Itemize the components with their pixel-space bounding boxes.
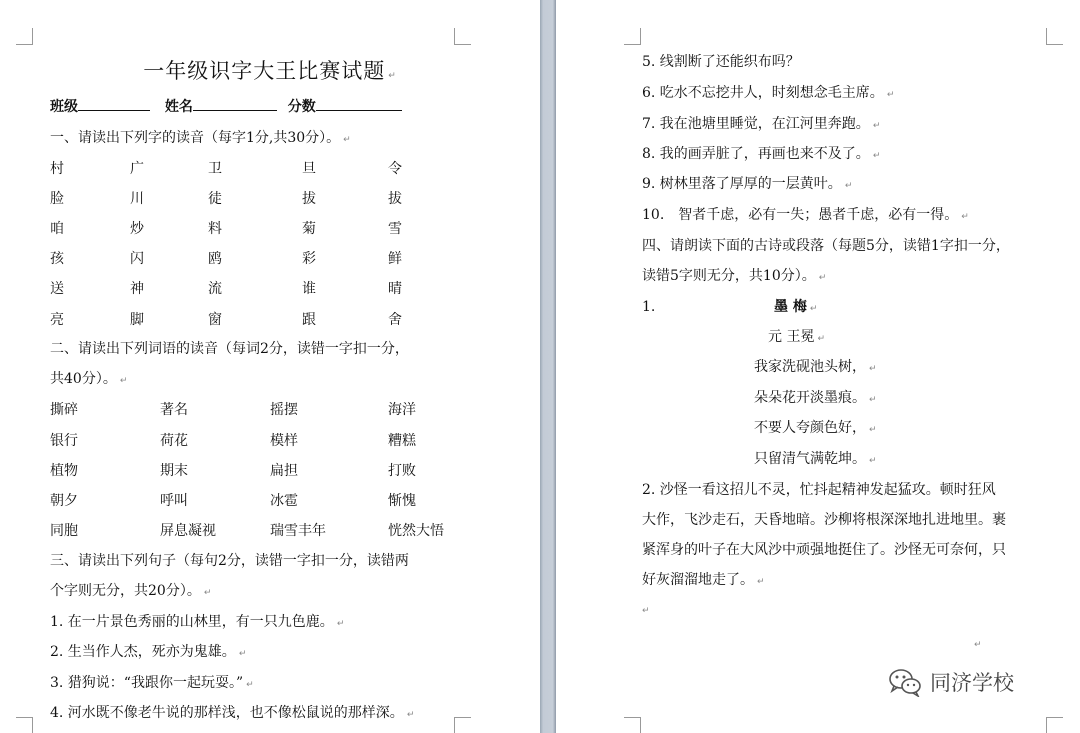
char-cell: 孩 (50, 251, 64, 267)
char-cell: 川 (130, 191, 144, 207)
sentence-item: 4. 河水既不像老牛说的那样浅，也不像松鼠说的那样深。 ↵ (50, 705, 415, 721)
char-cell: 村 (50, 161, 64, 177)
sentence-item: 10. 智者千虑，必有一失；愚者千虑，必有一得。 ↵ (642, 207, 969, 223)
passage-line: 大作，飞沙走石，天昏地暗。沙柳将根深深地扎进地里。裹 (642, 512, 1006, 528)
poem-number: 1. (642, 299, 656, 315)
page-corner-mark (624, 717, 641, 733)
char-cell: 广 (130, 161, 144, 177)
sentence-item: 3. 猎狗说：“我跟你一起玩耍。” ↵ (50, 675, 254, 691)
char-cell: 脚 (130, 312, 144, 328)
char-row (0, 311, 480, 329)
poem-line: 朵朵花开淡墨痕。 ↵ (754, 390, 877, 406)
word-cell: 惭愧 (388, 493, 416, 509)
char-cell: 闪 (130, 251, 144, 267)
poem-line: 只留清气满乾坤。 ↵ (754, 451, 877, 467)
char-cell: 鸥 (208, 251, 222, 267)
char-cell: 彩 (302, 251, 316, 267)
score-blank (316, 98, 402, 111)
char-cell: 旦 (302, 161, 316, 177)
char-row (0, 280, 480, 298)
sentence-item: 1. 在一片景色秀丽的山林里，有一只九色鹿。 ↵ (50, 614, 345, 630)
char-cell: 炒 (130, 221, 144, 237)
watermark-text: 同济学校 (930, 671, 1014, 695)
char-row (0, 160, 480, 178)
char-cell: 窗 (208, 312, 222, 328)
paragraph-mark: ↵ (642, 606, 650, 616)
section2-heading-cont: 共40分）。 ↵ (50, 371, 128, 387)
char-cell: 徒 (208, 191, 222, 207)
wechat-icon (888, 667, 922, 697)
char-cell: 脸 (50, 191, 64, 207)
word-cell: 糟糕 (388, 433, 416, 449)
section3-heading-cont: 个字则无分，共20分）。 ↵ (50, 583, 212, 599)
word-row (0, 432, 480, 450)
char-row (0, 190, 480, 208)
class-blank (78, 98, 150, 111)
word-cell: 打败 (388, 463, 416, 479)
char-cell: 送 (50, 281, 64, 297)
score-label: 分数 (287, 99, 316, 115)
word-cell: 呼叫 (160, 493, 188, 509)
sentence-item: 8. 我的画弄脏了，再画也来不及了。 ↵ (642, 146, 881, 162)
word-cell: 著名 (160, 402, 188, 418)
sentence-item: 7. 我在池塘里睡觉，在江河里奔跑。 ↵ (642, 116, 881, 132)
poem-line: 不要人夸颜色好， ↵ (754, 420, 877, 436)
sentence-item: 6. 吃水不忘挖井人，时刻想念毛主席。 ↵ (642, 85, 895, 101)
word-cell: 海洋 (388, 402, 416, 418)
char-cell: 鲜 (388, 251, 402, 267)
word-cell: 银行 (50, 433, 78, 449)
char-cell: 流 (208, 281, 222, 297)
name-label: 姓名 (164, 99, 193, 115)
word-cell: 朝夕 (50, 493, 78, 509)
section4-heading-cont: 读错5字则无分，共10分）。 ↵ (642, 268, 827, 284)
word-cell: 撕碎 (50, 402, 78, 418)
page-divider (540, 0, 556, 733)
char-cell: 拔 (388, 191, 402, 207)
char-cell: 雪 (388, 221, 402, 237)
page-corner-mark (1046, 28, 1063, 45)
page-corner-mark (16, 28, 33, 45)
document-page-right (556, 0, 1080, 733)
word-row (0, 401, 480, 419)
poem-line: 我家洗砚池头树， ↵ (754, 359, 877, 375)
char-row (0, 220, 480, 238)
word-cell: 荷花 (160, 433, 188, 449)
char-cell: 舍 (388, 312, 402, 328)
page-corner-mark (454, 28, 471, 45)
section2-heading: 二、请读出下列词语的读音（每词2分，读错一字扣一分， (50, 341, 409, 357)
char-cell: 卫 (208, 161, 222, 177)
char-cell: 咱 (50, 221, 64, 237)
passage-line: 好灰溜溜地走了。 ↵ (642, 572, 765, 588)
char-row (0, 250, 480, 268)
page-corner-mark (1046, 717, 1063, 733)
char-cell: 拔 (302, 191, 316, 207)
student-info-line (50, 98, 402, 116)
char-cell: 令 (388, 161, 402, 177)
char-cell: 神 (130, 281, 144, 297)
word-row (0, 522, 480, 540)
word-cell: 模样 (270, 433, 298, 449)
page-corner-mark (16, 717, 33, 733)
word-cell: 同胞 (50, 523, 78, 539)
exam-title: 一年级识字大王比赛试题 ↵ (143, 59, 397, 83)
page-corner-mark (624, 28, 641, 45)
word-row (0, 462, 480, 480)
poem-title: 墨 梅 ↵ (774, 299, 818, 315)
word-cell: 植物 (50, 463, 78, 479)
page-corner-mark (454, 717, 471, 733)
sentence-item: 2. 生当作人杰，死亦为鬼雄。 ↵ (50, 644, 247, 660)
char-cell: 晴 (388, 281, 402, 297)
word-cell: 恍然大悟 (388, 523, 444, 539)
word-cell: 屏息凝视 (160, 523, 216, 539)
char-cell: 料 (208, 221, 222, 237)
char-cell: 亮 (50, 312, 64, 328)
word-cell: 扁担 (270, 463, 298, 479)
passage-line: 紧浑身的叶子在大风沙中顽强地挺住了。沙怪无可奈何，只 (642, 542, 1006, 558)
word-cell: 期末 (160, 463, 188, 479)
section4-heading: 四、请朗读下面的古诗或段落（每题5分，读错1字扣一分， (642, 238, 1010, 254)
section3-heading: 三、请读出下列句子（每句2分，读错一字扣一分，读错两 (50, 553, 409, 569)
sentence-item: 5. 线割断了还能织布吗？ (642, 54, 800, 70)
word-cell: 冰雹 (270, 493, 298, 509)
word-cell: 摇摆 (270, 402, 298, 418)
char-cell: 菊 (302, 221, 316, 237)
sentence-item: 9. 树林里落了厚厚的一层黄叶。 ↵ (642, 176, 853, 192)
class-label: 班级 (50, 99, 78, 115)
char-cell: 谁 (302, 281, 316, 297)
passage-line: 2. 沙怪一看这招儿不灵，忙抖起精神发起猛攻。顿时狂风 (642, 482, 996, 498)
char-cell: 跟 (302, 312, 316, 328)
watermark (888, 667, 1014, 697)
word-cell: 瑞雪丰年 (270, 523, 326, 539)
name-blank (193, 98, 277, 111)
section1-heading: 一、请读出下列字的读音（每字1分,共30分）。 ↵ (50, 130, 351, 146)
word-row (0, 492, 480, 510)
poem-author: 元 王冕 ↵ (768, 329, 825, 345)
paragraph-mark: ↵ (974, 640, 982, 650)
